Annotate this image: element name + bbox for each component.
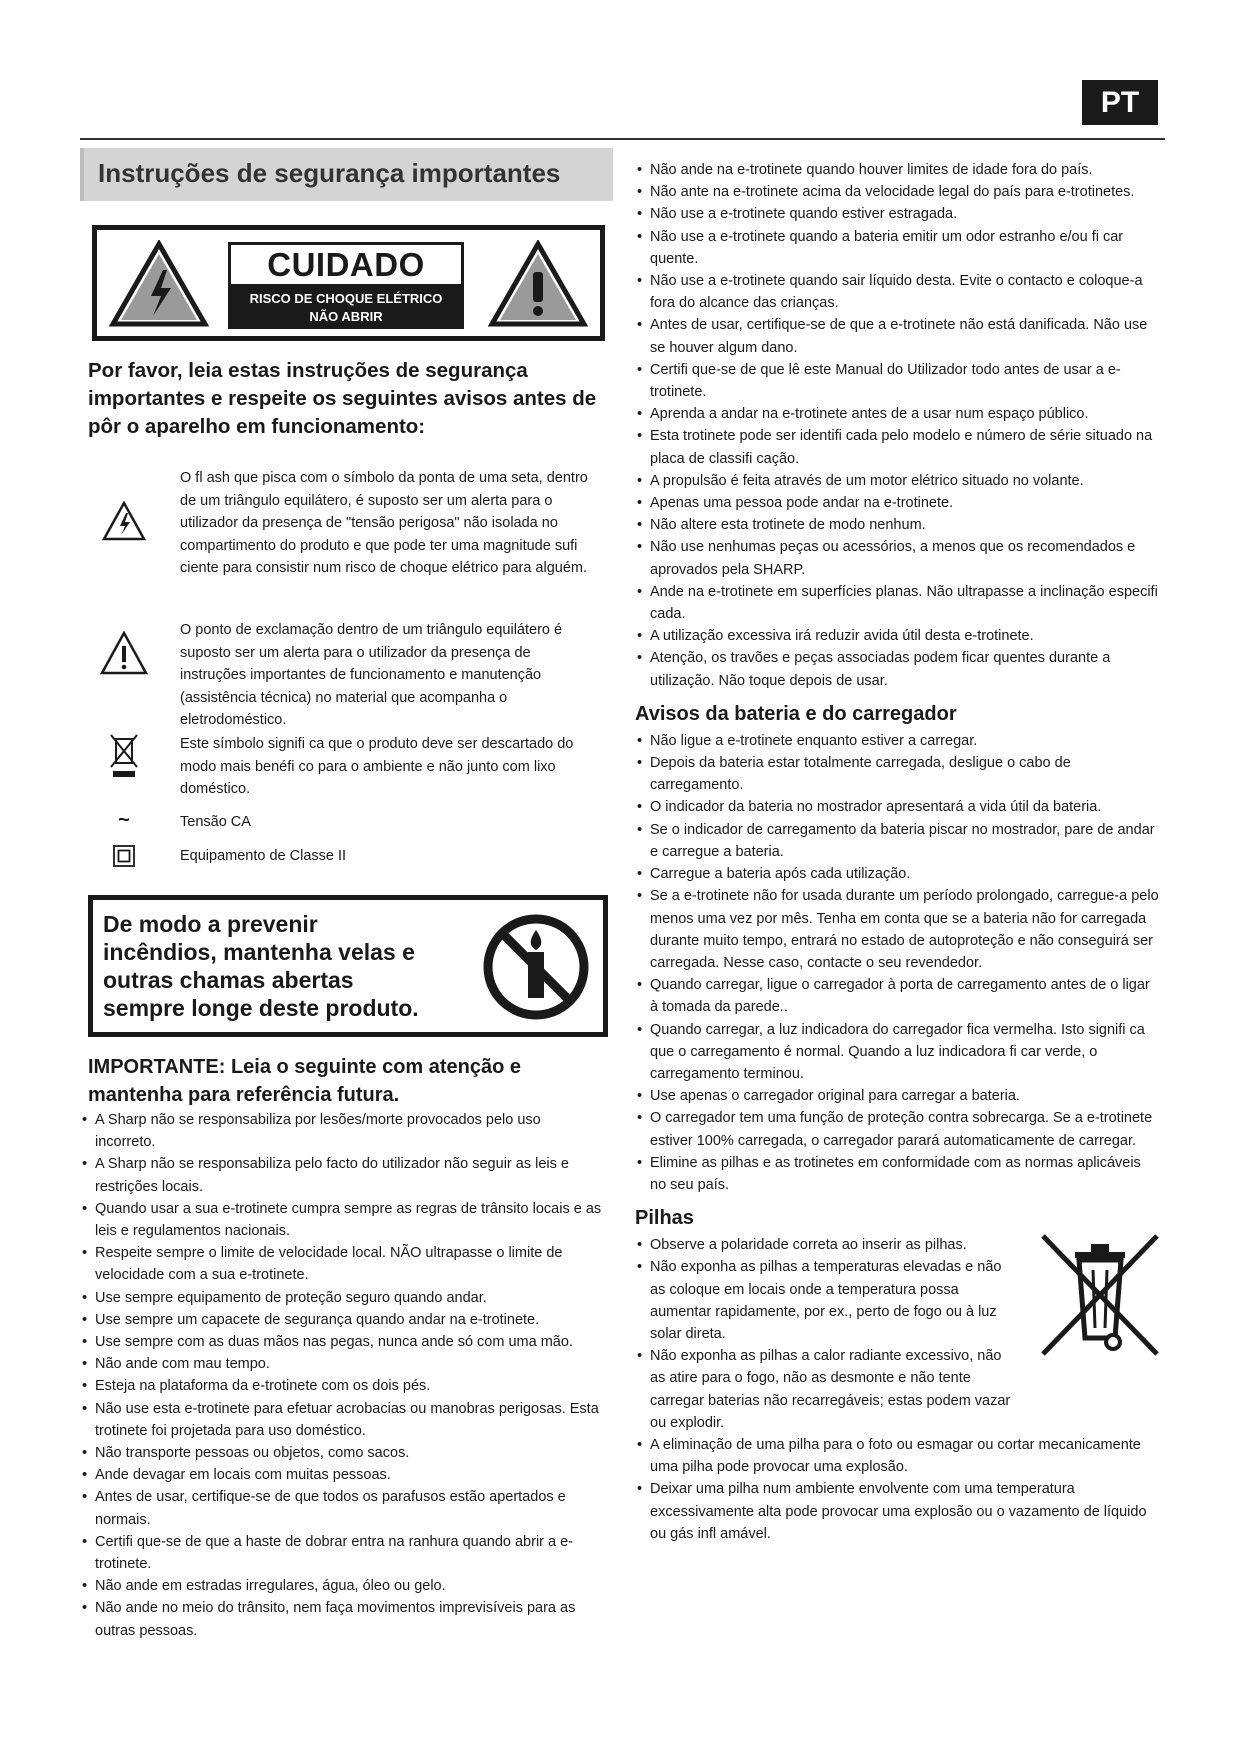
double-square-icon [113, 845, 135, 867]
symbol-description: O ponto de exclamação dentro de um triângulo equilátero é suposto ser um alerta para o utilizador da presença de instruções importantes de funcionamento e manutenção (assistência técnica) no material que acompanha o eletrodoméstico. [180, 622, 563, 728]
symbol-description: O fl ash que pisca com o símbolo da ponta de uma seta, dentro de um triângulo equilátero, é suposto ser um alerta para o utilizador da presença de "tensão perigosa" não isolada no compartimento do produto e que pode ter uma magnitude sufi ciente para consistir num risco de choque elétrico para alguém. [180, 470, 588, 576]
list-item: • Use apenas o carregador original para carregar a bateria. [635, 1085, 1160, 1107]
lightning-triangle-icon [109, 240, 209, 328]
list-item: • Não ligue a e-trotinete enquanto estiver a carregar. [635, 730, 1160, 752]
list-item: • Quando carregar, ligue o carregador à porta de carregamento antes de o ligar à tomada da parede.. [635, 974, 1160, 1018]
exclamation-triangle-icon [100, 631, 148, 675]
list-item: • A utilização excessiva irá reduzir avida útil desta e-trotinete. [635, 625, 1160, 647]
list-item: • Se o indicador de carregamento da bateria piscar no mostrador, pare de andar e carregue a bateria. [635, 819, 1160, 863]
list-item: • Não use a e-trotinete quando sair líquido desta. Evite o contacto e coloque-a fora do alcance das crianças. [635, 270, 1160, 314]
symbol-row [88, 619, 613, 733]
exclamation-triangle-icon [488, 240, 588, 328]
list-item: • Não ande com mau tempo. [80, 1353, 605, 1375]
list-item: • A Sharp não se responsabiliza pelo facto do utilizador não seguir as leis e restrições locais. [80, 1153, 605, 1197]
list-item: • Não altere esta trotinete de modo nenhum. [635, 514, 1160, 536]
symbol-row [88, 733, 613, 811]
batteries-heading: Pilhas [635, 1207, 694, 1230]
symbol-row [88, 467, 613, 619]
caution-subtitle [228, 287, 464, 329]
fire-warning-text: De modo a prevenir incêndios, mantenha velas e outras chamas abertas sempre longe deste produto. [103, 911, 419, 1021]
list-item: • Apenas uma pessoa pode andar na e-trotinete. [635, 492, 1160, 514]
list-item: • O carregador tem uma função de proteção contra sobrecarga. Se a e-trotinete estiver 100% carregada, o carregador parará automaticamente de carregar. [635, 1107, 1160, 1151]
caution-word: CUIDADO [228, 242, 464, 287]
list-item: • Atenção, os travões e peças associadas podem ficar quentes durante a utilização. Não toque depois de usar. [635, 647, 1160, 691]
list-item: • Quando carregar, a luz indicadora do carregador fica vermelha. Isto signifi ca que o carregamento é normal. Quando a luz indicadora fi car verde, o carregamento terminou. [635, 1019, 1160, 1086]
list-item: • Carregue a bateria após cada utilização. [635, 863, 1160, 885]
batteries-section [635, 1204, 1160, 1545]
list-item: • Depois da bateria estar totalmente carregada, desligue o cabo de carregamento. [635, 752, 1160, 796]
list-item: • Certifi que-se de que lê este Manual do Utilizador todo antes de usar a e-trotinete. [635, 359, 1160, 403]
lightning-triangle-icon [102, 501, 146, 541]
list-item: • A propulsão é feita através de um motor elétrico situado no volante. [635, 470, 1160, 492]
caution-line-1: RISCO DE CHOQUE ELÉTRICO [249, 291, 443, 306]
no-open-flame-icon [481, 912, 591, 1022]
list-item: • Certifi que-se de que a haste de dobrar entra na ranhura quando abrir a e-trotinete. [80, 1531, 605, 1575]
lead-paragraph: Por favor, leia estas instruções de segurança importantes e respeite os seguintes avisos antes de pôr o aparelho em funcionamento: [88, 359, 597, 438]
list-item: • Não exponha as pilhas a temperaturas elevadas e não as coloque em locais onde a temperatura possa aumentar rapidamente, por ex., perto de fogo ou à luz solar direta. [635, 1256, 1160, 1345]
symbol-description: Tensão CA [180, 814, 251, 830]
battery-warnings-list [635, 730, 1160, 1196]
list-item: • Use sempre equipamento de proteção seguro quando andar. [80, 1287, 605, 1309]
batteries-warnings-list [635, 1234, 1160, 1545]
list-item: • A Sharp não se responsabiliza por lesões/morte provocados pelo uso incorreto. [80, 1109, 605, 1153]
right-column [635, 159, 1160, 1545]
list-item: • Esta trotinete pode ser identifi cada pelo modelo e número de série situado na placa de classifi cação. [635, 425, 1160, 469]
list-item: • Antes de usar, certifique-se de que a e-trotinete não está danificada. Não use se houver algum dano. [635, 314, 1160, 358]
list-item: • Quando usar a sua e-trotinete cumpra sempre as regras de trânsito locais e as leis e regulamentos nacionais. [80, 1198, 605, 1242]
crossed-bin-icon [109, 733, 139, 781]
symbol-row [88, 811, 613, 845]
list-item: • Não ante na e-trotinete acima da velocidade legal do país para e-trotinetes. [635, 181, 1160, 203]
list-item: • Não ande em estradas irregulares, água, óleo ou gelo. [80, 1575, 605, 1597]
list-item: • Esteja na plataforma da e-trotinete com os dois pés. [80, 1375, 605, 1397]
tilde-icon: ~ [118, 809, 130, 831]
language-badge: PT [1082, 80, 1158, 125]
list-item: • Elimine as pilhas e as trotinetes em conformidade com as normas aplicáveis no seu país. [635, 1152, 1160, 1196]
symbol-description: Equipamento de Classe II [180, 848, 347, 864]
list-item: • Deixar uma pilha num ambiente envolvente com uma temperatura excessivamente alta pode provocar uma explosão ou o vazamento de líquido ou gás infl amável. [635, 1478, 1160, 1545]
general-warnings-list [635, 159, 1160, 692]
important-list [80, 1109, 605, 1642]
battery-heading: Avisos da bateria e do carregador [635, 702, 957, 725]
important-heading: IMPORTANTE: Leia o seguinte com atenção e mantenha para referência futura. [88, 1056, 522, 1106]
page-title: Instruções de segurança importantes [80, 148, 613, 201]
header-rule [80, 138, 1165, 140]
list-item: • Não use esta e-trotinete para efetuar acrobacias ou manobras perigosas. Esta trotinete foi projetada para uso doméstico. [80, 1398, 605, 1442]
list-item: • Não use a e-trotinete quando estiver estragada. [635, 203, 1160, 225]
list-item: • Aprenda a andar na e-trotinete antes de a usar num espaço público. [635, 403, 1160, 425]
list-item: • Se a e-trotinete não for usada durante um período prolongado, carregue-a pelo menos uma vez por mês. Tenha em conta que se a bateria não for carregada durante muito tempo, entrará no estado de autoproteção e não conseguirá ser carregada. Nesse caso, contacte o seu revendedor. [635, 885, 1160, 974]
list-item: • Respeite sempre o limite de velocidade local. NÃO ultrapasse o limite de velocidade com a sua e-trotinete. [80, 1242, 605, 1286]
list-item: • Não transporte pessoas ou objetos, como sacos. [80, 1442, 605, 1464]
symbol-row [88, 845, 613, 875]
symbol-description: Este símbolo signifi ca que o produto deve ser descartado do modo mais benéfi co para o ambiente e não junto com lixo doméstico. [180, 736, 574, 797]
list-item: • Não use a e-trotinete quando a bateria emitir um odor estranho e/ou fi car quente. [635, 226, 1160, 270]
list-item: • Antes de usar, certifique-se de que todos os parafusos estão apertados e normais. [80, 1486, 605, 1530]
list-item: • Use sempre com as duas mãos nas pegas, nunca ande só com uma mão. [80, 1331, 605, 1353]
left-column [80, 148, 613, 1642]
list-item: • O indicador da bateria no mostrador apresentará a vida útil da bateria. [635, 796, 1160, 818]
list-item: • Ande devagar em locais com muitas pessoas. [80, 1464, 605, 1486]
caution-label [92, 225, 605, 341]
list-item: • Não use nenhumas peças ou acessórios, a menos que os recomendados e aprovados pela SHARP. [635, 536, 1160, 580]
list-item: • Não exponha as pilhas a calor radiante excessivo, não as atire para o fogo, não as desmonte e não tente carregar baterias não recarregáveis; estas podem vazar ou explodir. [635, 1345, 1160, 1434]
list-item: • Ande na e-trotinete em superfícies planas. Não ultrapasse a inclinação especifi cada. [635, 581, 1160, 625]
list-item: • Use sempre um capacete de segurança quando andar na e-trotinete. [80, 1309, 605, 1331]
list-item: • Não ande no meio do trânsito, nem faça movimentos imprevisíveis para as outras pessoas. [80, 1597, 605, 1641]
caution-line-2: NÃO ABRIR [309, 309, 383, 324]
list-item: • Não ande na e-trotinete quando houver limites de idade fora do país. [635, 159, 1160, 181]
list-item: • Observe a polaridade correta ao inserir as pilhas. [635, 1234, 1160, 1256]
list-item: • A eliminação de uma pilha para o foto ou esmagar ou cortar mecanicamente uma pilha pode provocar uma explosão. [635, 1434, 1160, 1478]
fire-warning-box [88, 895, 608, 1037]
